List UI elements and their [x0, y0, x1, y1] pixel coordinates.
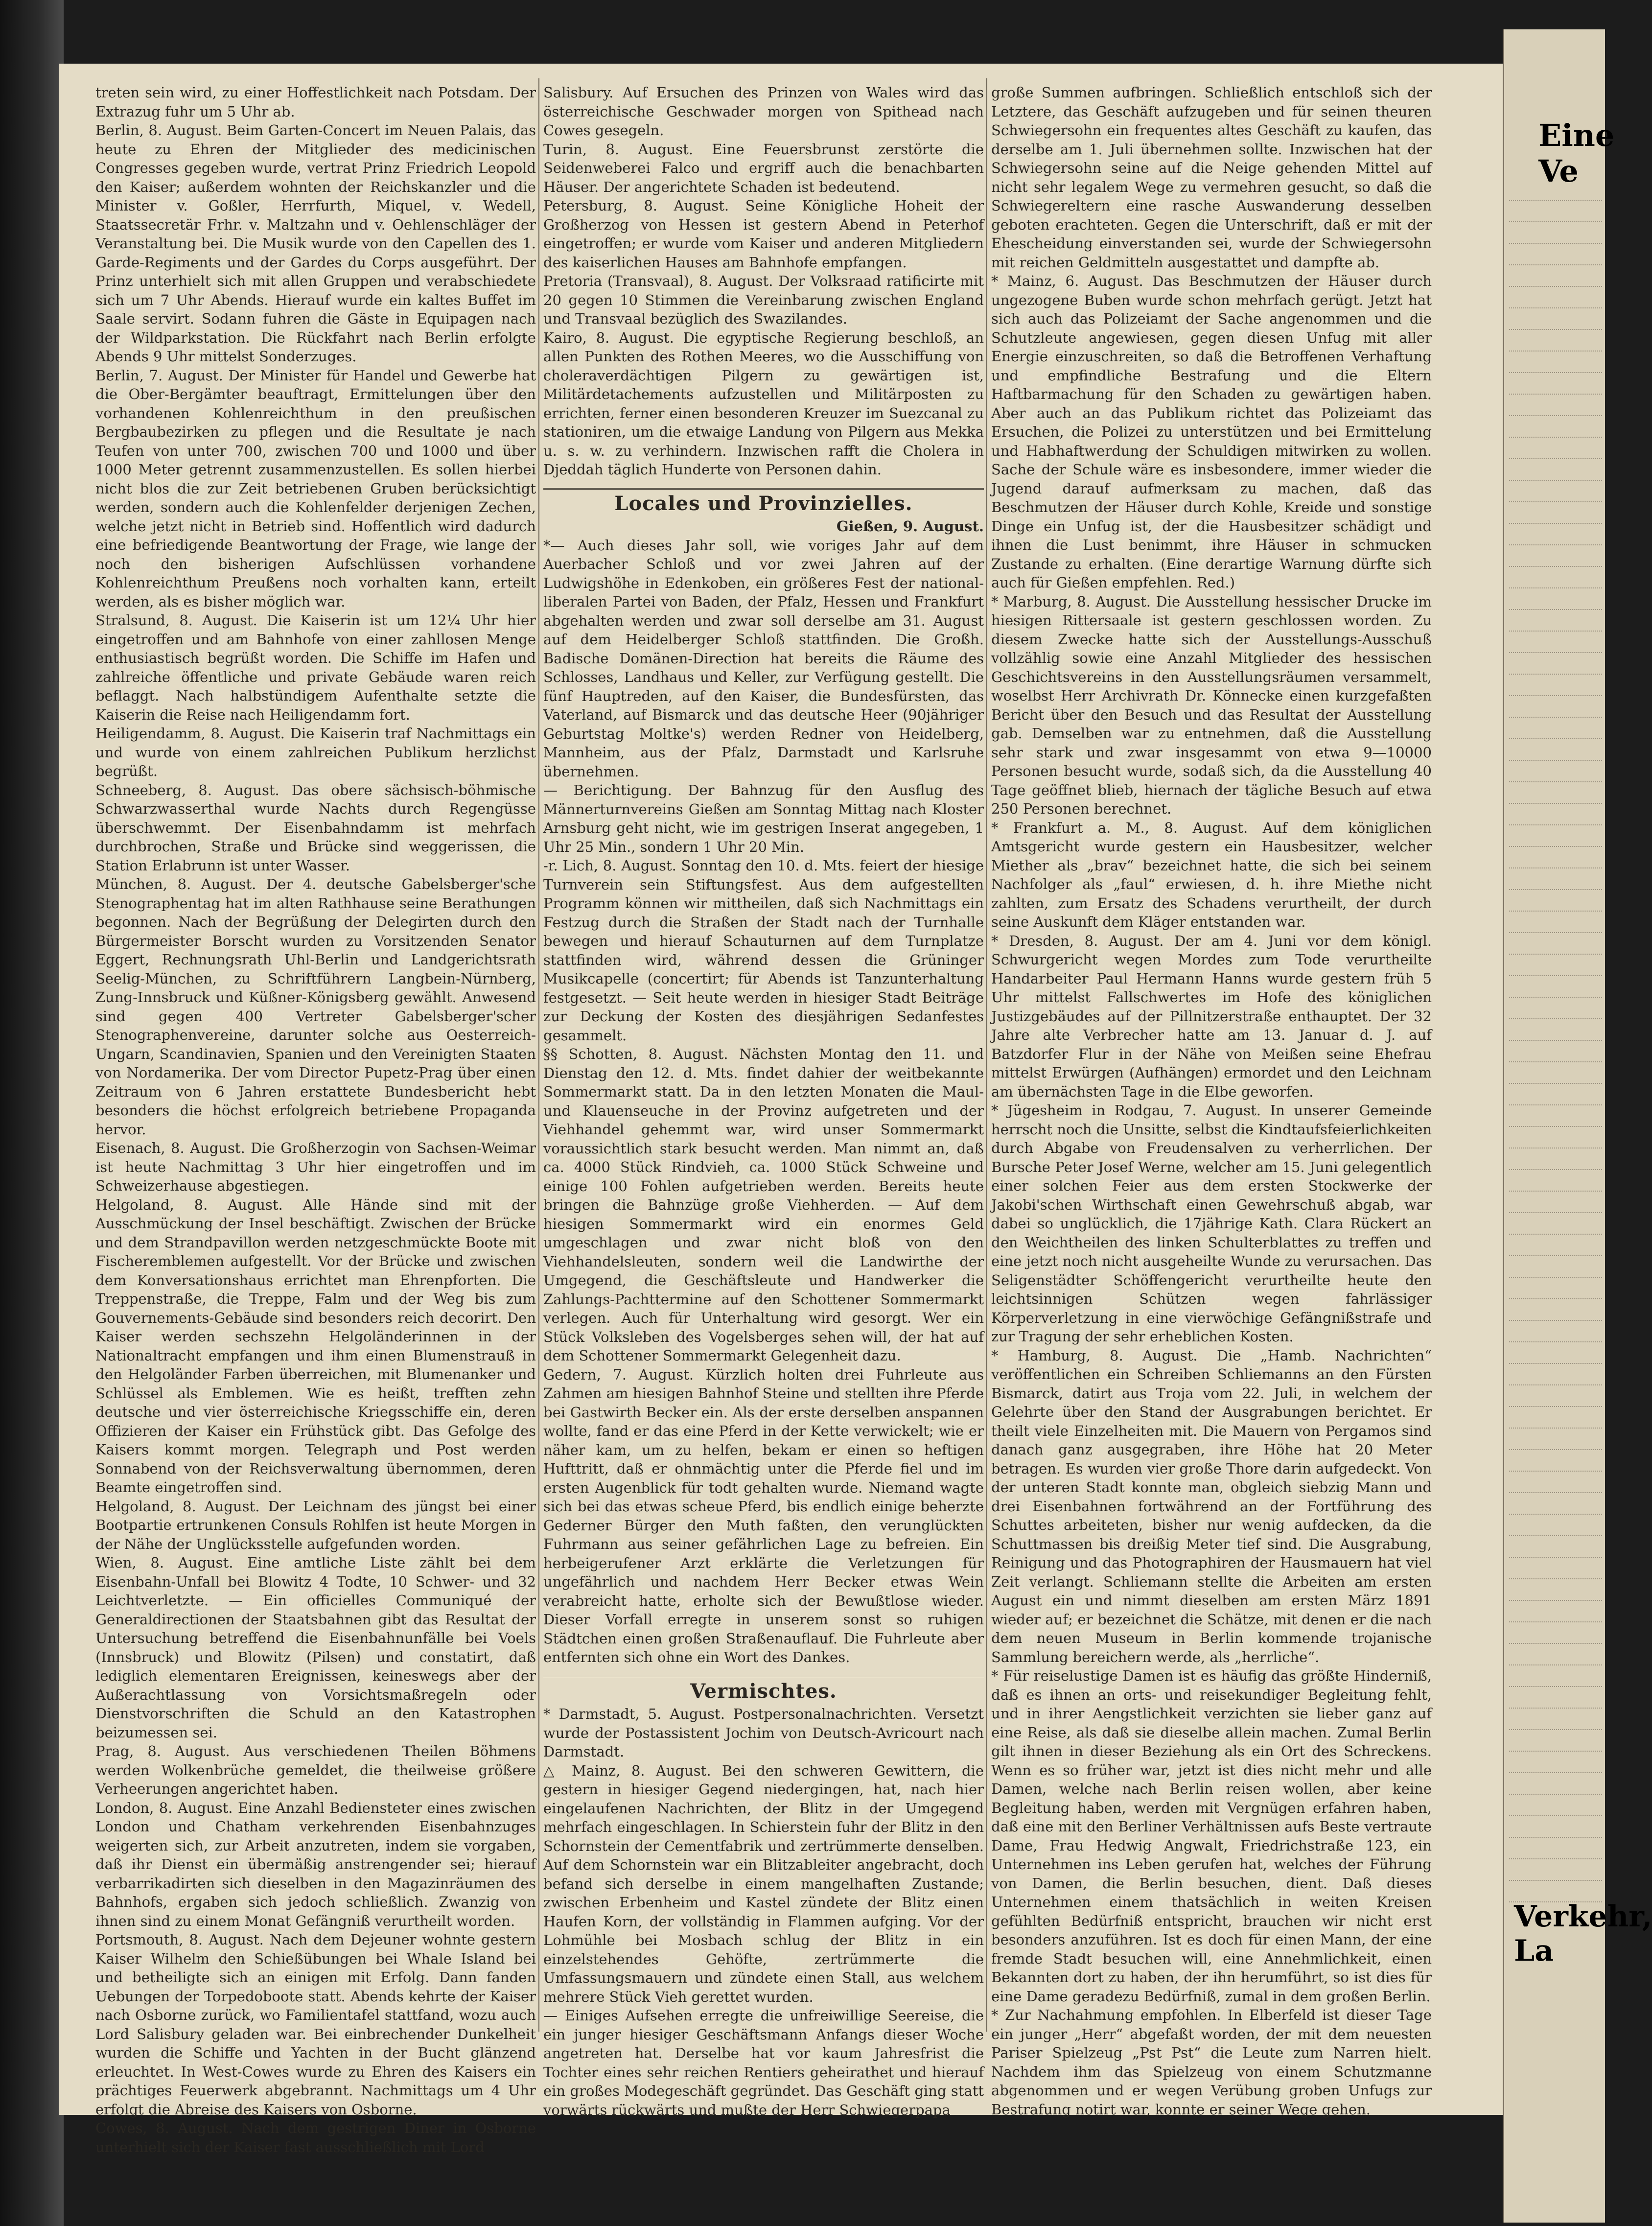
adjacent-text-line — [1509, 181, 1602, 201]
adjacent-text-line — [1509, 1021, 1602, 1041]
adjacent-text-line — [1509, 935, 1602, 955]
article-paragraph: Eisenach, 8. August. Die Großherzogin von Sachsen-Weimar ist heute Nachmittag 3 Uhr hier eingetroffen und im Schweizerhause abgestiegen. — [95, 1140, 536, 1194]
article-paragraph: * Hamburg, 8. August. Die „Hamb. Nachrichten“ veröffentlichen ein Schreiben Schliemanns an den Fürsten Bismarck, datirt aus Troja vom 22. Juli, in welchem der Gelehrte über den Stand der Ausgrabungen berichtet. Er theilt viele Einzelheiten mit. Die Mauern von Pergamos sind danach ganz ausgegraben, ihre Höhe hat 20 Meter betragen. Es wurden vier große Thore darin aufgedeckt. Von der unteren Stadt konnte man, obgleich siebzig Mann und drei Eisenbahnen fortwährend an der Fortführung des Schuttes arbeiteten, bisher nur wenig aufdecken, da die Schuttmassen bis dreißig Meter tief sind. Die Ausgrabung, Reinigung und das Photographiren der Hausmauern hat viel Zeit verlangt. Schliemann stellte die Arbeiten am ersten August ein und nimmt dieselben am ersten März 1891 wieder auf; er bezeichnet die Schätze, mit denen er die nach dem neuen Museum in Berlin kommende trojanische Sammlung bereichern werde, als „herrliche“. — [991, 1347, 1432, 1665]
adjacent-text-line — [1509, 1043, 1602, 1062]
column-rule — [986, 78, 987, 2032]
adjacent-text-line — [1509, 1581, 1602, 1601]
book-spine — [0, 0, 64, 2226]
adjacent-text-line — [1509, 224, 1602, 244]
article-paragraph: treten sein wird, zu einer Hoffestlichkeit nach Potsdam. Der Extrazug fuhr um 5 Uhr ab. — [95, 84, 536, 120]
adjacent-text-line — [1509, 1646, 1602, 1665]
adjacent-text-line — [1509, 1301, 1602, 1321]
adjacent-text-line — [1509, 1409, 1602, 1429]
article-paragraph: große Summen aufbringen. Schließlich entschloß sich der Letztere, das Geschäft aufzugeben und für seinen theuren Schwiegersohn ein frequentes altes Geschäft zu kaufen, das derselbe am 1. Juli übernehmen sollte. Inzwischen hat der Schwiegersohn seine auf die Neige gehenden Mittel auf nicht sehr legalem Wege zu vermehren gesucht, so daß die Schwiegereltern eine rasche Auswanderung desselben geboten erachteten. Gegen die Unterschrift, daß er mit der Ehescheidung einverstanden sei, wurde der Schwiegersohn mit reichen Geldmitteln ausgestattet und dampfte ab. — [991, 84, 1432, 271]
article-paragraph: Heiligendamm, 8. August. Die Kaiserin traf Nachmittags ein und wurde von einem zahlreichen Publikum herzlichst begrüßt. — [95, 725, 536, 779]
article-paragraph: Gedern, 7. August. Kürzlich holten drei Fuhrleute aus Zahmen am hiesigen Bahnhof Steine und stellten ihre Pferde bei Gastwirth Becker ein. Als der erste derselben anspannen wollte, fand er das eine Pferd in der Kette verwickelt; wie er näher kam, um zu helfen, bekam er einen so heftigen Hufttritt, daß er ohnmächtig unter die Pferde fiel und im ersten Augenblick für todt gehalten wurde. Niemand wagte sich bei das etwas scheue Pferd, bis endlich einige beherzte Gederner Bürger den Muth faßten, den verunglückten Fuhrmann aus seiner gefährlichen Lage zu befreien. Ein herbeigerufener Arzt erklärte die Verletzungen für ungefährlich und nachdem Herr Becker etwas Wein verabreicht hatte, erholte sich der Bewußtlose wieder. Dieser Vorfall erregte in unserem sonst so ruhigen Städtchen einen großen Straßenauflauf. Die Fuhrleute aber entfernten sich ohne ein Wort des Dankes. — [543, 1366, 984, 1665]
adjacent-page-edge — [1503, 29, 1652, 2223]
article-paragraph: Kairo, 8. August. Die egyptische Regierung beschloß, an allen Punkten des Rothen Meeres, wo die Ausschiffung von choleraverdächtigen Pilgern zu gewärtigen ist, Militärdetachements aufzustellen und Militärposten zu errichten, ferner einen besonderen Kreuzer im Suezcanal zu stationiren, um die etwaige Landung von Pilgern aus Mekka u. s. w. zu verhindern. Inzwischen rafft die Cholera in Djeddah täglich Hunderte von Personen dahin. — [543, 329, 984, 478]
adjacent-text-line — [1509, 1323, 1602, 1342]
adjacent-text-line — [1509, 698, 1602, 718]
adjacent-page-title: Eine Ve — [1538, 117, 1615, 189]
adjacent-text-line — [1509, 914, 1602, 933]
adjacent-text-line — [1509, 397, 1602, 416]
article-paragraph: Berlin, 8. August. Beim Garten-Concert im Neuen Palais, das heute zu Ehren der Mitglieder des medicinischen Congresses gegeben wurde, vertrat Prinz Friedrich Leopold den Kaiser; außerdem wohnten der Reichskanzler und die Minister v. Goßler, Herrfurth, Miquel, v. Wedell, Staatssecretär Frhr. v. Maltzahn und v. Oehlenschläger der Veranstaltung bei. Die Musik wurde von den Capellen des 1. Garde-Regiments und der Gardes du Corps ausgeführt. Der Prinz unterhielt sich mit allen Gruppen und verabschiedete sich um 7 Uhr Abends. Hierauf wurde ein kaltes Buffet im Saale servirt. Sodann fuhren die Gäste in Equipagen nach der Wildparkstation. Die Rückfahrt nach Berlin erfolgte Abends 9 Uhr mittelst Sonderzuges. — [95, 122, 536, 365]
article-paragraph: Pretoria (Transvaal), 8. August. Der Volksraad ratificirte mit 20 gegen 10 Stimmen die Vereinbarung zwischen England und Transvaal bezüglich des Swazilandes. — [543, 273, 984, 327]
adjacent-text-line — [1509, 1775, 1602, 1795]
adjacent-text-line — [1509, 289, 1602, 308]
adjacent-text-line — [1509, 504, 1602, 524]
adjacent-text-line — [1509, 1840, 1602, 1859]
adjacent-text-line — [1509, 1818, 1602, 1838]
adjacent-text-line — [1509, 1517, 1602, 1536]
adjacent-text-line — [1509, 1344, 1602, 1364]
adjacent-text-line — [1509, 978, 1602, 998]
article-paragraph: Wien, 8. August. Eine amtliche Liste zählt bei dem Eisenbahn-Unfall bei Blowitz 4 Todte, 10 Schwer- und 32 Leichtverletzte. — Ein officielles Communiqué der Generaldirectionen der Staatsbahnen gibt das Resultat der Untersuchung betreffend die Eisenbahnunfälle bei Voels (Innsbruck) und Blowitz (Pilsen) und constatirt, daß lediglich elementaren Ereignissen, keineswegs aber der Außerachtlassung von Vorsichtsmaßregeln oder Dienstvorschriften die Schuld an den Katastrophen beizumessen sei. — [95, 1554, 536, 1741]
adjacent-text-line — [1509, 1667, 1602, 1687]
article-paragraph: *— Auch dieses Jahr soll, wie voriges Jahr auf dem Auerbacher Schloß und vor zwei Jahren auf der Ludwigshöhe in Edenkoben, ein größeres Fest der national-liberalen Partei von Baden, der Pfalz, Hessen und Frankfurt abgehalten werden und zwar soll derselbe am 31. August auf dem Heidelberger Schloß stattfinden. Die Großh. Badische Domänen-Direction hat bereits die Räume des Schlosses, Landhaus und Keller, zur Verfügung gestellt. Die fünf Hauptreden, auf den Kaiser, die Bundesfürsten, das Vaterland, auf Bismarck und das deutsche Heer (90jähriger Geburtstag Moltke's) werden Redner von Heidelberg, Mannheim, aus der Pfalz, Darmstadt und Karlsruhe übernehmen. — [543, 537, 984, 780]
adjacent-text-line — [1509, 870, 1602, 890]
adjacent-text-line — [1509, 1258, 1602, 1278]
adjacent-text-line — [1509, 483, 1602, 502]
adjacent-text-line — [1509, 1387, 1602, 1407]
article-paragraph: Turin, 8. August. Eine Feuersbrunst zerstörte die Seidenweberei Falco und ergriff auch die benachbarten Häuser. Der angerichtete Schaden ist bedeutend. — [543, 141, 984, 195]
article-paragraph: △ Mainz, 8. August. Bei den schweren Gewittern, die gestern in hiesiger Gegend niedergingen, hat, nach hier eingelaufenen Nachrichten, der Blitz in der Umgegend mehrfach eingeschlagen. In Schierstein fuhr der Blitz in den Schornstein der Cementfabrik und zertrümmerte denselben. Auf dem Schornstein war ein Blitzableiter angebracht, doch befand sich derselbe in einem mangelhaften Zustande; zwischen Erbenheim und Kastel zündete der Blitz einen Haufen Korn, der vollständig in Flammen aufging. Vor der Lohmühle bei Mosbach schlug der Blitz in ein einzelstehendes Gehöfte, zertrümmerte die Umfassungsmauern und zündete einen Stall, aus welchem mehrere Stück Vieh gerettet wurden. — [543, 1762, 984, 2005]
adjacent-text-line — [1509, 1237, 1602, 1256]
article-paragraph: Petersburg, 8. August. Seine Königliche Hoheit der Großherzog von Hessen ist gestern Abend in Peterhof eingetroffen; er wurde vom Kaiser und anderen Mitgliedern des kaiserlichen Hauses am Bahnhofe empfangen. — [543, 197, 984, 271]
adjacent-text-line — [1509, 784, 1602, 804]
adjacent-text-line — [1509, 1797, 1602, 1816]
column-2 — [543, 83, 984, 2118]
adjacent-text-line — [1509, 741, 1602, 761]
adjacent-text-line — [1509, 1754, 1602, 1773]
adjacent-text-line — [1509, 720, 1602, 739]
adjacent-text-line — [1509, 806, 1602, 825]
adjacent-text-line — [1509, 1172, 1602, 1192]
article-paragraph: * Für reiselustige Damen ist es häufig das größte Hinderniß, daß es ihnen an orts- und reisekundiger Begleitung fehlt, und in ihrer Aengstlichkeit verzichten sie lieber ganz auf eine Reise, als daß sie dieselbe allein machen. Zumal Berlin gilt ihnen in dieser Beziehung als ein Ort des Schreckens. Wenn es so früher war, jetzt ist dies nicht mehr und alle Damen, welche nach Berlin reisen wollen, aber keine Begleitung haben, werden mit Vergnügen erfahren haben, daß eine mit den Berliner Verhältnissen aufs Beste vertraute Dame, Frau Hedwig Angwalt, Friedrichstraße 123, ein Unternehmen ins Leben gerufen hat, welches der Führung von Damen, die Berlin besuchen, dient. Daß dieses Unternehmen einem thatsächlich in weiten Kreisen gefühlten Bedürfniß entspricht, brauchen wir nicht erst besonders anzuführen. Ist es doch für einen Mann, der eine fremde Stadt besuchen will, eine Annehmlichkeit, einen Bekannten dort zu haben, der ihn herumführt, so ist dies für eine Dame geradezu Bedürfniß, zumal in dem großen Berlin. — [991, 1667, 1432, 2005]
adjacent-text-line — [1509, 1280, 1602, 1299]
adjacent-text-line — [1509, 1129, 1602, 1148]
adjacent-text-line — [1509, 375, 1602, 395]
adjacent-text-line — [1509, 1603, 1602, 1622]
adjacent-text-line — [1509, 353, 1602, 373]
adjacent-text-line — [1509, 246, 1602, 265]
adjacent-text-line — [1509, 633, 1602, 653]
adjacent-text-line — [1509, 763, 1602, 782]
section-heading-vermischtes: Vermischtes. — [543, 1676, 984, 1701]
adjacent-text-line — [1509, 1000, 1602, 1019]
article-paragraph: Helgoland, 8. August. Der Leichnam des jüngst bei einer Bootpartie ertrunkenen Consuls Rohlfen ist heute Morgen in der Nähe der Unglücksstelle aufgefunden worden. — [95, 1498, 536, 1552]
article-paragraph: Cowes, 8. August. Nach dem gestrigen Diner in Osborne unterhielt sich der Kaiser fast ausschließlich mit Lord — [95, 2120, 536, 2156]
article-paragraph: — Einiges Aufsehen erregte die unfreiwillige Seereise, die ein junger hiesiger Geschäftsmann Anfangs dieser Woche angetreten hat. Derselbe hat vor kaum Jahresfrist die Tochter eines sehr reichen Rentiers geheirathet und hierauf ein großes Modegeschäft gegründet. Das Geschäft ging statt vorwärts rückwärts und mußte der Herr Schwiegerpapa — [543, 2007, 984, 2118]
adjacent-text-line — [1509, 1194, 1602, 1213]
adjacent-text-line — [1509, 827, 1602, 847]
article-paragraph: * Dresden, 8. August. Der am 4. Juni vor dem königl. Schwurgericht wegen Mordes zum Tode verurtheilte Handarbeiter Paul Hermann Hanns wurde gestern früh 5 Uhr mittelst Fallschwertes im Hofe des königlichen Justizgebäudes auf der Pillnitzerstraße enthauptet. Der 32 Jahre alte Verbrecher hatte am 13. Januar d. J. auf Batzdorfer Flur in der Nähe von Meißen seine Ehefrau mittelst Erwürgen (Aufhängen) ermordet und den Leichnam am übernächsten Tage in die Elbe geworfen. — [991, 932, 1432, 1100]
adjacent-text-line — [1509, 1538, 1602, 1558]
adjacent-text-line — [1509, 461, 1602, 481]
article-paragraph: Schneeberg, 8. August. Das obere sächsisch-böhmische Schwarzwasserthal wurde Nachts durch Regengüsse überschwemmt. Der Eisenbahndamm ist mehrfach durchbrochen, Straße und Brücke sind weggerissen, die Station Erlabrunn ist unter Wasser. — [95, 781, 536, 874]
adjacent-page-text — [1509, 181, 1602, 1904]
adjacent-text-line — [1509, 612, 1602, 632]
section-heading-locales: Locales und Provinzielles. — [543, 488, 984, 514]
adjacent-text-line — [1509, 590, 1602, 610]
article-paragraph: * Jügesheim in Rodgau, 7. August. In unserer Gemeinde herrscht noch die Unsitte, selbst die Kindtaufsfeierlichkeiten durch Abgabe von Freudensalven zu verherrlichen. Der Bursche Peter Josef Werne, welcher am 15. Juni gelegentlich einer solchen Feier aus dem ersten Stockwerke der Jakobi'schen Wirthschaft einen Gewehrschuß abgab, war dabei so unglücklich, die 17jährige Kath. Clara Rückert an den Weichtheilen des linken Schulterblattes zu treffen und eine jetzt noch nicht ausgeheilte Wunde zu verursachen. Das Seligenstädter Schöffengericht verurtheilte heute den leichtsinnigen Schützen wegen fahrlässiger Körperverletzung in eine vierwöchige Gefängnißstrafe und zur Tragung der sehr erheblichen Kosten. — [991, 1102, 1432, 1345]
adjacent-text-line — [1509, 526, 1602, 545]
adjacent-text-line — [1509, 569, 1602, 588]
adjacent-text-line — [1509, 1861, 1602, 1881]
article-paragraph: * Zur Nachahmung empfohlen. In Elberfeld ist dieser Tage ein junger „Herr“ abgefaßt worden, der mit dem neuesten Pariser Spielzeug „Pst Pst“ die Leute zum Narren hielt. Nachdem ihm das Spielzeug von einem Schutzmanne abgenommen und er wegen Verübung groben Unfugs zur Bestrafung notirt war, konnte er seiner Wege gehen. — [991, 2007, 1432, 2118]
article-paragraph: Stralsund, 8. August. Die Kaiserin ist um 12¼ Uhr hier eingetroffen und am Bahnhofe von einer zahllosen Menge enthusiastisch begrüßt worden. Die Schiffe im Hafen und zahlreiche öffentliche und private Gebäude waren reich beflaggt. Nach halbstündigem Aufenthalte setzte die Kaiserin die Reise nach Heiligendamm fort. — [95, 612, 536, 723]
article-paragraph: Helgoland, 8. August. Alle Hände sind mit der Ausschmückung der Insel beschäftigt. Zwischen der Brücke und dem Strandpavillon werden netzgeschmückte Boote mit Fischeremblemen aufgestellt. Vor der Brücke und zwischen dem Konversationshaus errichtet man Ehrenpforten. Die Treppenstraße, die Treppe, Falm und der Weg bis zum Gouvernements-Gebäude sind besonders reich decorirt. Den Kaiser werden sechszehn Helgoländerinnen in der Nationaltracht empfangen und ihm einen Blumenstrauß in den Helgoländer Farben überreichen, mit Blumenanker und Schlüssel als Emblemen. Wie es heißt, trefften zehn deutsche und vier österreichische Kriegsschiffe ein, deren Offizieren der Kaiser ein Frühstück gibt. Das Gefolge des Kaisers kommt morgen. Telegraph und Post werden Sonnabend von der Reichsverwaltung übernommen, deren Beamte eingetroffen sind. — [95, 1196, 536, 1496]
article-paragraph: * Frankfurt a. M., 8. August. Auf dem königlichen Amtsgericht wurde gestern ein Hausbesitzer, welcher Miether als „brav“ bezeichnet hatte, die sich bei seinem Nachfolger als „faul“ erwiesen, d. h. ihre Miethe nicht zahlten, zum Ersatz des Schadens verurtheilt, der durch seine Auskunft dem Kläger entstanden war. — [991, 819, 1432, 930]
adjacent-text-line — [1509, 203, 1602, 222]
adjacent-text-line — [1509, 1086, 1602, 1105]
article-paragraph: Prag, 8. August. Aus verschiedenen Theilen Böhmens werden Wolkenbrüche gemeldet, die theilweise größere Verheerungen angerichtet haben. — [95, 1743, 536, 1797]
adjacent-text-line — [1509, 1689, 1602, 1709]
column-1 — [95, 83, 536, 2156]
adjacent-text-line — [1509, 310, 1602, 330]
article-paragraph: §§ Schotten, 8. August. Nächsten Montag den 11. und Dienstag den 12. d. Mts. findet dahier der weitbekannte Sommermarkt statt. Da in den letzten Monaten die Maul- und Klauenseuche in der Provinz aufgetreten und der Viehhandel gehemmt war, wird unser Sommermarkt voraussichtlich stark besucht werden. Man nimmt an, daß ca. 4000 Stück Rindvieh, ca. 1000 Stück Schweine und einige 100 Fohlen aufgetrieben werden. Bereits heute bringen die Bahnzüge große Viehherden. — Auf dem hiesigen Sommermarkt wird ein enormes Geld umgeschlagen und zwar nicht bloß von den Viehhandelsleuten, sondern weil die Landwirthe der Umgegend, die Geschäftsleute und Handwerker die Zahlungs-Pachtterminе auf den Schottener Sommermarkt verlegen. Auch für Unterhaltung wird gesorgt. Wer ein Stück Volksleben des Vogelsberges sehen will, der hat auf dem Schottener Sommermarkt Gelegenheit dazu. — [543, 1046, 984, 1364]
adjacent-text-line — [1509, 957, 1602, 976]
adjacent-text-line — [1509, 440, 1602, 459]
column-rule — [538, 78, 539, 2032]
article-paragraph: * Darmstadt, 5. August. Postpersonalnachrichten. Versetzt wurde der Postassistent Jochim von Deutsch-Avricourt nach Darmstadt. — [543, 1706, 984, 1760]
article-paragraph: Portsmouth, 8. August. Nach dem Dejeuner wohnte gestern Kaiser Wilhelm den Schießübungen bei Whale Island bei und betheiligte sich an einigen mit Erfolg. Dann fanden Uebungen der Torpedoboote statt. Abends kehrte der Kaiser nach Osborne zurück, wo Familientafel stattfand, wozu auch Lord Salisbury geladen war. Bei einbrechender Dunkelheit wurden die Schiffe und Yachten in der Bucht glänzend erleuchtet. In West-Cowes wurde zu Ehren des Kaisers ein prächtiges Feuerwerk abgebrannt. Nachmittags um 4 Uhr erfolgt die Abreise des Kaisers von Osborne. — [95, 1931, 536, 2118]
adjacent-text-line — [1509, 1150, 1602, 1170]
dateline-giessen: Gießen, 9. August. — [836, 518, 984, 535]
adjacent-text-line — [1509, 1732, 1602, 1752]
adjacent-text-line — [1509, 849, 1602, 868]
adjacent-text-line — [1509, 1366, 1602, 1385]
article-paragraph: * Marburg, 8. August. Die Ausstellung hessischer Drucke im hiesigen Rittersaale ist gestern geschlossen worden. Zu diesem Zwecke hatte sich der Ausstellungs-Ausschuß vollzählig sowie eine Anzahl Mitglieder des hessischen Geschichtsvereins in den Ausstellungsräumen versammelt, woselbst Herr Archivrath Dr. Könnecke einen kurzgefaßten Bericht über den Besuch und das Resultat der Ausstellung gab. Demselben war zu entnehmen, daß die Ausstellung sehr stark und zwar insgesammt von etwa 9—10000 Personen besucht wurde, sodaß sich, da die Ausstellung 40 Tage geöffnet blieb, hiernach der tägliche Besuch auf etwa 250 Personen berechnet. — [991, 593, 1432, 817]
article-paragraph: London, 8. August. Eine Anzahl Bediensteter eines zwischen London und Chatham verkehrenden Eisenbahnzuges weigerten sich, zur Arbeit anzutreten, indem sie vorgaben, daß ihr Dienst ein übermäßig anstrengender sei; hierauf verbarrikadirten sich dieselben in den Magazinräumen des Bahnhofs, ergaben sich jedoch schließlich. Zwanzig von ihnen sind zu einem Monat Gefängniß verurtheilt worden. — [95, 1799, 536, 1929]
adjacent-text-line — [1509, 1064, 1602, 1084]
article-paragraph: Salisbury. Auf Ersuchen des Prinzen von Wales wird das österreichische Geschwader morgen von Spithead nach Cowes gesegeln. — [543, 84, 984, 139]
adjacent-text-line — [1509, 1452, 1602, 1472]
article-paragraph: — Berichtigung. Der Bahnzug für den Ausflug des Männerturnvereins Gießen am Sonntag Mittag nach Kloster Arnsburg geht nicht, wie im gestrigen Inserat angegeben, 1 Uhr 25 Min., sondern 1 Uhr 20 Min. — [543, 782, 984, 855]
adjacent-page-heading: Verkehr, La — [1514, 1899, 1652, 1968]
adjacent-text-line — [1509, 892, 1602, 912]
adjacent-text-line — [1509, 1474, 1602, 1493]
adjacent-text-line — [1509, 1107, 1602, 1127]
article-paragraph: München, 8. August. Der 4. deutsche Gabelsberger'sche Stenographentag hat im alten Rathhause seine Berathungen begonnen. Nach der Begrüßung der Delegirten durch den Bürgermeister Borscht wurden zu Vorsitzenden Senator Eggert, Rechnungsrath Uhl-Berlin und Landgerichtsrath Seelig-München, zu Schriftführern Langbein-Nürnberg, Zung-Innsbruck und Küßner-Königsberg gewählt. Anwesend sind gegen 400 Vertreter Gabelsberger'scher Stenographenvereine, darunter solche aus Oesterreich-Ungarn, Scandinavien, Spanien und den Vereinigten Staaten von Nordamerika. Der vom Director Pupetz-Prag über einen Zeitraum von 6 Jahren erstattete Bundesbericht hebt besonders die höchst erfolgreich betriebene Propaganda hervor. — [95, 876, 536, 1138]
column-3 — [991, 83, 1432, 2118]
article-paragraph: -r. Lich, 8. August. Sonntag den 10. d. Mts. feiert der hiesige Turnverein sein Stiftungsfest. Aus dem aufgestellten Programm können wir mittheilen, daß sich Nachmittags ein Festzug durch die Straßen der Stadt nach der Turnhalle bewegen und hierauf Schauturnen auf dem Turnplatze stattfinden wird, während dessen die Grüninger Musikcapelle (concertirt; für Abends ist Tanzunterhaltung festgesetzt. — Seit heute werden in hiesiger Stadt Beiträge zur Deckung der Kosten des diesjährigen Sedanfestes gesammelt. — [543, 857, 984, 1044]
adjacent-text-line — [1509, 332, 1602, 351]
adjacent-text-line — [1509, 677, 1602, 696]
adjacent-text-line — [1509, 1430, 1602, 1450]
adjacent-text-line — [1509, 267, 1602, 287]
article-paragraph: Berlin, 7. August. Der Minister für Handel und Gewerbe hat die Ober-Bergämter beauftragt, Ermittelungen über den vorhandenen Kohlenreichthum in den preußischen Bergbaubezirken zu pflegen und die Resultate je nach Teufen von unter 700, zwischen 700 und 1000 und über 1000 Meter getrennt zusammenzustellen. Es sollen hierbei nicht blos die zur Zeit betriebenen Gruben berücksichtigt werden, sondern auch die Kohlenfelder derjenigen Zechen, welche jetzt nicht in Betrieb sind. Hoffentlich wird dadurch eine befriedigende Beantwortung der Frage, wie lange der noch den bisherigen Aufschlüssen vorhandene Kohlenreichthum Preußens noch vorhalten kann, erteilt werden, als es bisher möglich war. — [95, 367, 536, 610]
adjacent-text-line — [1509, 1711, 1602, 1730]
article-paragraph: * Mainz, 6. August. Das Beschmutzen der Häuser durch ungezogene Buben wurde schon mehrfach gerügt. Jetzt hat sich auch das Polizeiamt der Sache angenommen und die Schutzleute angewiesen, gegen diesen Unfug mit aller Energie einzuschreiten, so daß die Betroffenen Verhaftung und empfindliche Bestrafung und die Eltern Haftbarmachung für den Schaden zu gewärtigen haben. Aber auch an das Publikum richtet das Polizeiamt das Ersuchen, die Polizei zu unterstützen und bei Ermittelung und Habhaftwerdung der Schuldigen mitwirken zu wollen. Sache der Schule wäre es insbesondere, immer wieder die Jugend darauf aufmerksam zu machen, daß das Beschmutzen der Häuser durch Kohle, Kreide und sonstige Dinge ein Unfug ist, der die Hausbesitzer schädigt und ihnen die Lust benimmt, ihre Häuser in schmucken Zustande zu erhalten. (Eine derartige Warnung dürfte sich auch für Gießen empfehlen. Red.) — [991, 273, 1432, 591]
adjacent-text-line — [1509, 547, 1602, 567]
adjacent-text-line — [1509, 418, 1602, 438]
adjacent-text-line — [1509, 655, 1602, 675]
adjacent-text-line — [1509, 1495, 1602, 1515]
adjacent-text-line — [1509, 1215, 1602, 1235]
adjacent-text-line — [1509, 1624, 1602, 1644]
adjacent-text-line — [1509, 1560, 1602, 1579]
